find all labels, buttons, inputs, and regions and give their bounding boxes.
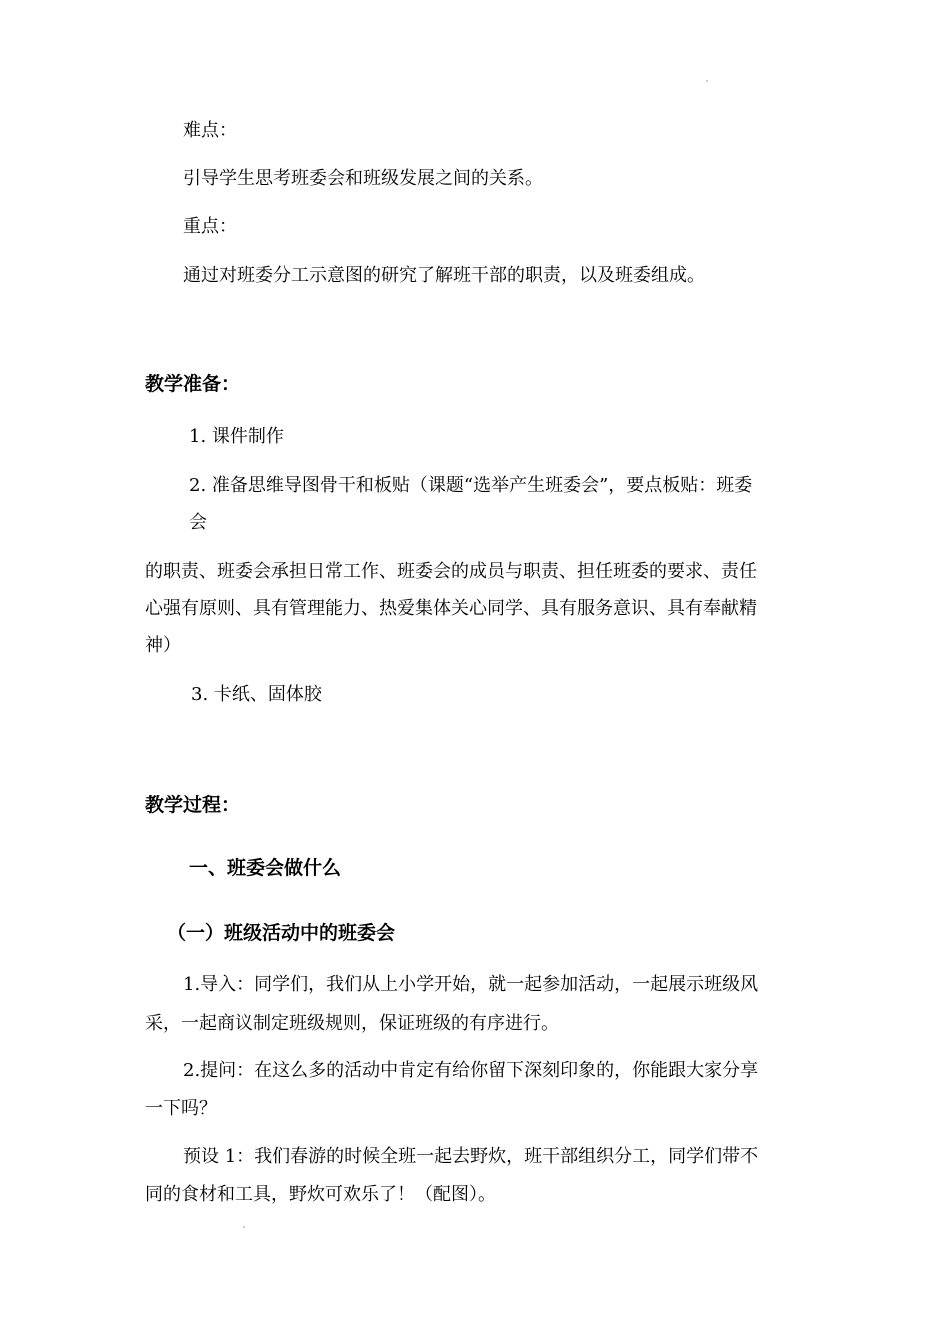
section-heading-1: 一、班委会做什么: [189, 857, 342, 879]
step-1-line-2: 采，一起商议制定班级规则，保证班级的有序进行。: [145, 1013, 559, 1034]
preparation-item-2-line-4: 心强有原则、具有管理能力、热爱集体关心同学、具有服务意识、具有奉献精: [145, 598, 757, 619]
key-point-label: 重点：: [183, 216, 237, 237]
subsection-heading-1: （一）班级活动中的班委会: [167, 922, 396, 944]
difficulty-text: 引导学生思考班委会和班级发展之间的关系。: [183, 168, 543, 189]
step-1-line-1: 1.导入：同学们，我们从上小学开始，就一起参加活动，一起展示班级风: [183, 974, 759, 995]
preparation-item-2-line-1: 2. 准备思维导图骨干和板贴（课题“选举产生班委会”，要点板贴：班委: [189, 475, 753, 496]
preset-1-line-1: 预设 1：我们春游的时候全班一起去野炊，班干部组织分工，同学们带不: [183, 1146, 759, 1167]
step-2-line-2: 一下吗？: [145, 1098, 217, 1119]
preparation-item-3: 3. 卡纸、固体胶: [191, 684, 322, 705]
preparation-item-1: 1. 课件制作: [189, 426, 284, 447]
preset-1-line-2: 同的食材和工具，野炊可欢乐了！（配图）。: [145, 1184, 496, 1205]
speck-mark: [243, 1226, 245, 1228]
speck-mark: [706, 80, 708, 82]
preparation-heading: 教学准备：: [145, 373, 241, 395]
step-2-line-1: 2.提问：在这么多的活动中肯定有给你留下深刻印象的，你能跟大家分享: [183, 1060, 759, 1081]
key-point-text: 通过对班委分工示意图的研究了解班干部的职责，以及班委组成。: [183, 265, 705, 286]
process-heading: 教学过程：: [145, 794, 241, 816]
preparation-item-2-line-5: 神）: [145, 635, 181, 656]
preparation-item-2-line-2: 会: [189, 512, 207, 533]
difficulty-label: 难点：: [183, 120, 237, 141]
preparation-item-2-line-3: 的职责、班委会承担日常工作、班委会的成员与职责、担任班委的要求、责任: [145, 561, 757, 582]
